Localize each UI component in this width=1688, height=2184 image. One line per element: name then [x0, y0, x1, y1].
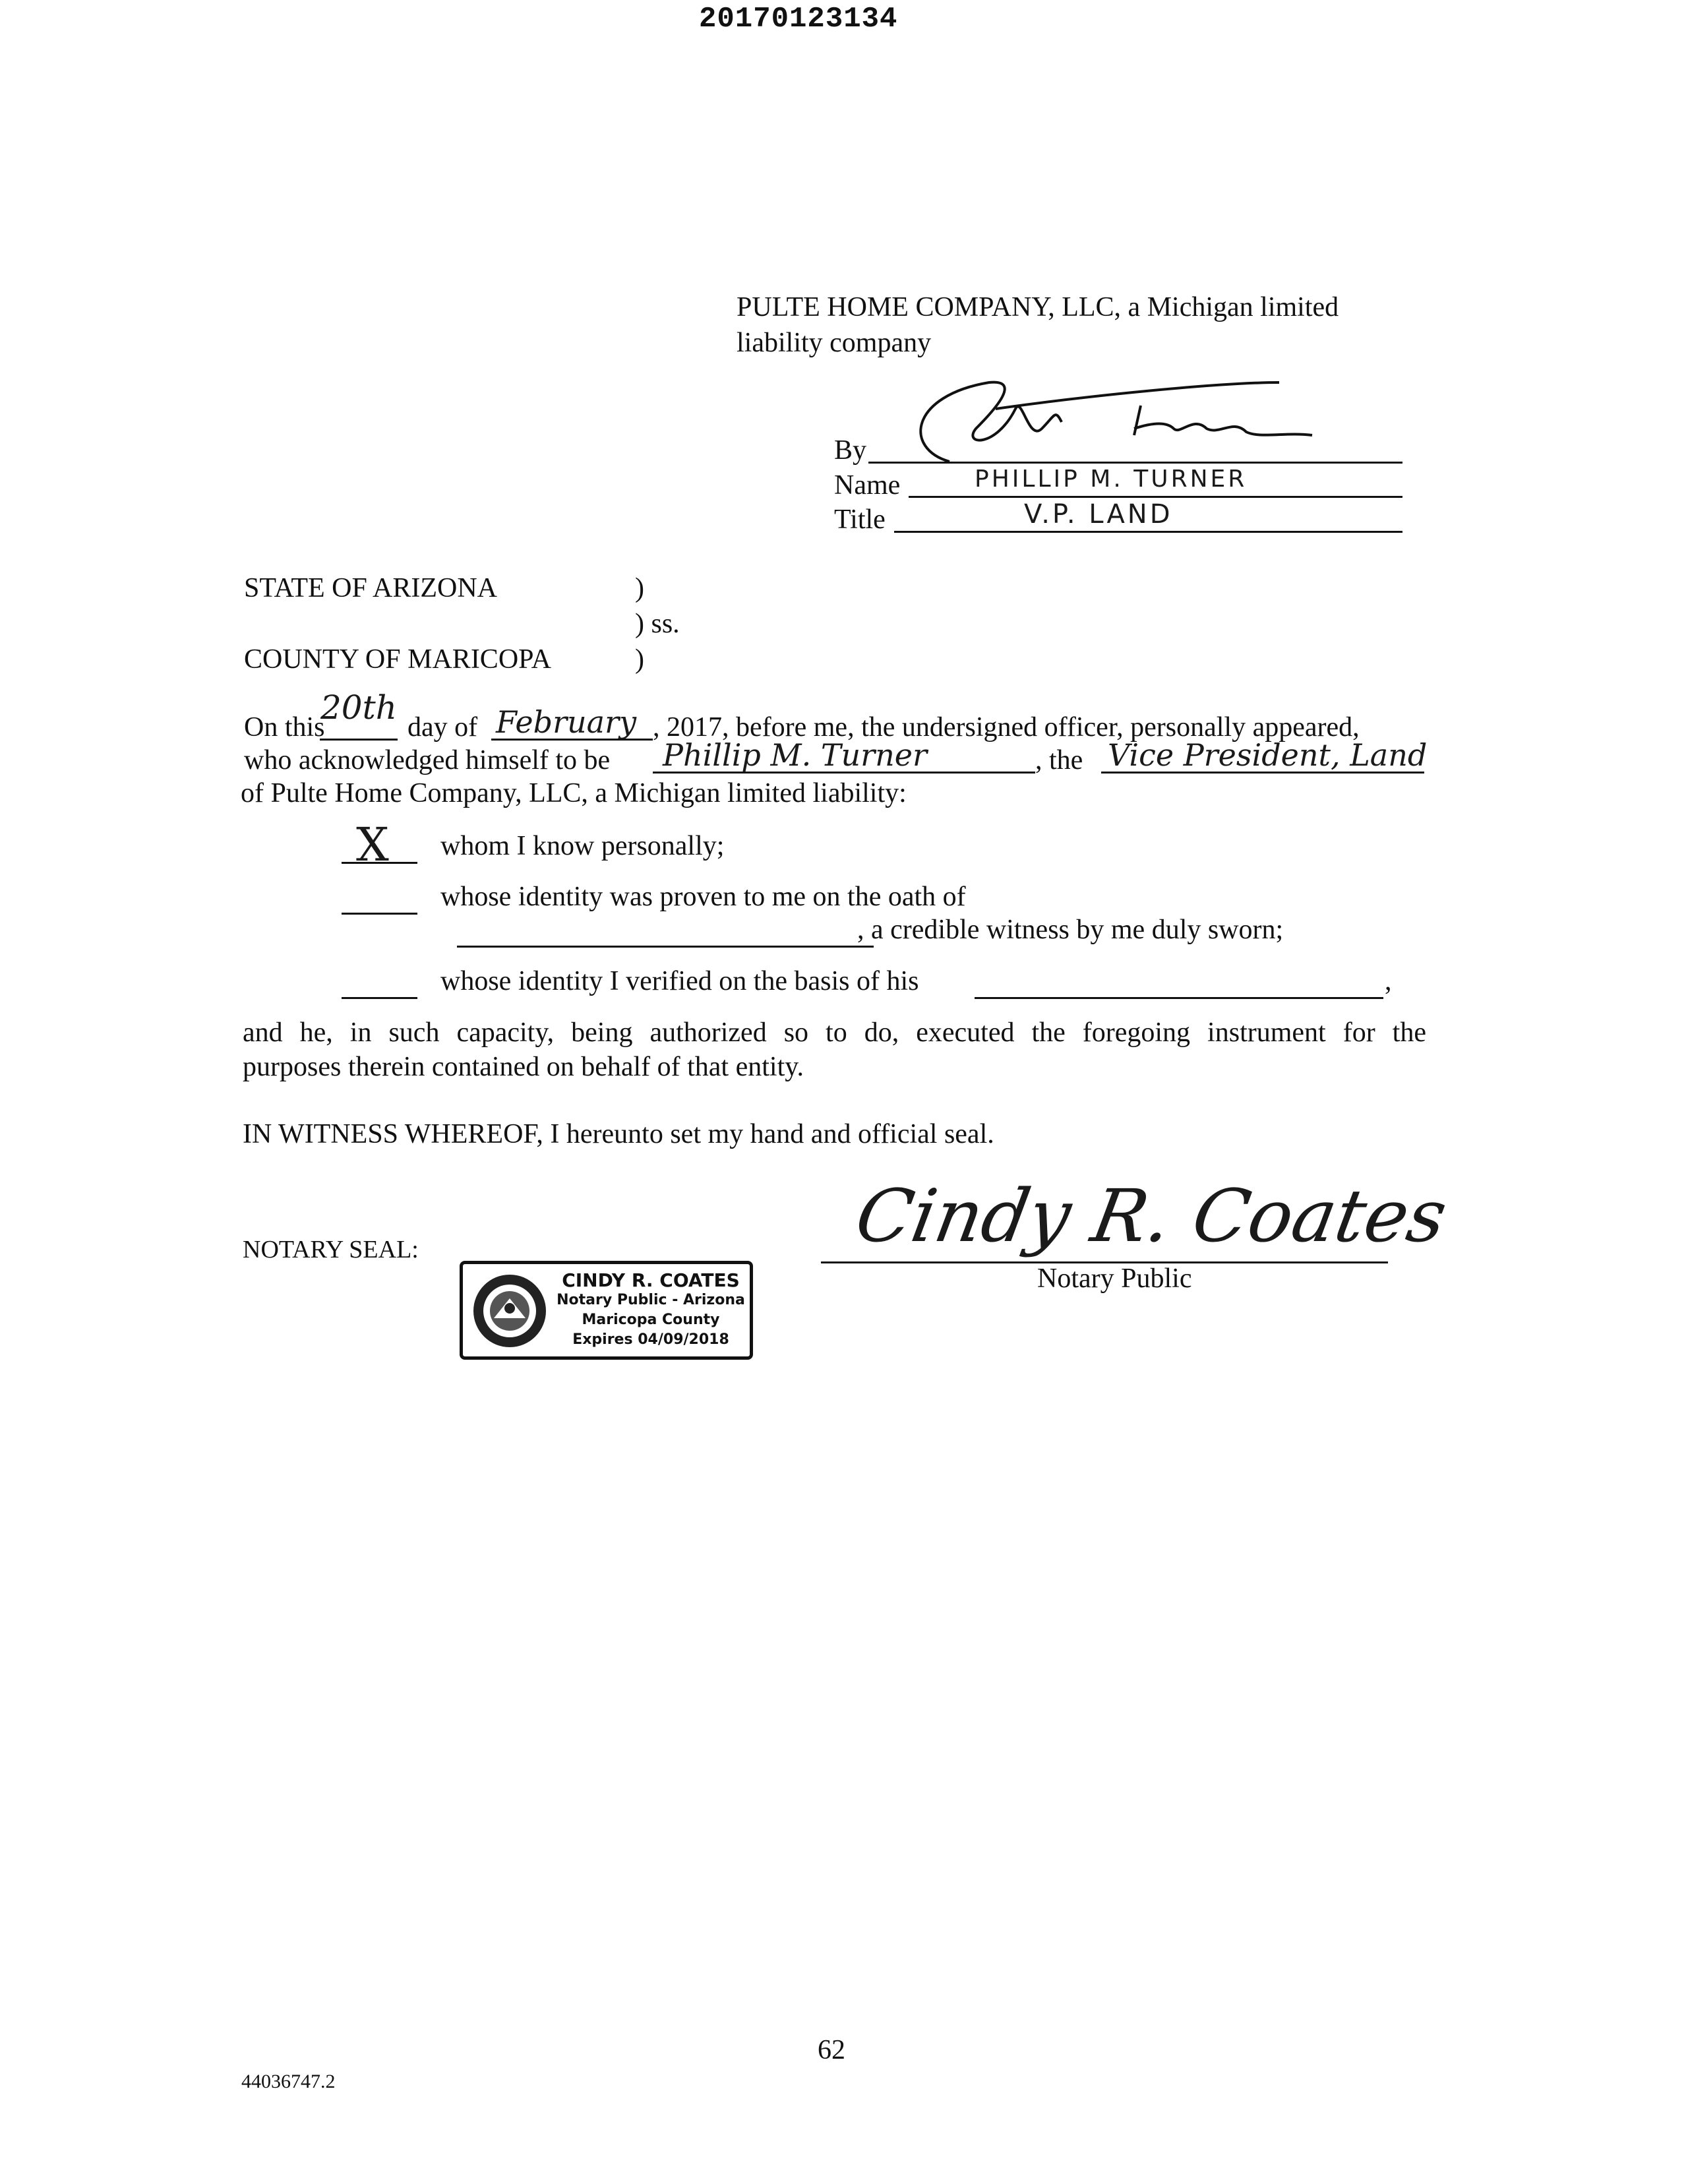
option2-blank	[342, 913, 417, 915]
on-this-label: On this	[244, 712, 325, 743]
venue-paren-1: )	[635, 573, 644, 603]
company-name-line2: liability company	[737, 328, 932, 358]
stamp-commission: Notary Public - Arizona	[557, 1292, 745, 1308]
title-line	[894, 531, 1402, 533]
notary-seal-label: NOTARY SEAL:	[243, 1236, 419, 1263]
stamp-county: Maricopa County	[582, 1312, 720, 1328]
notary-signature: Cindy R. Coates	[849, 1174, 1453, 1258]
stamp-notary-name: CINDY R. COATES	[562, 1269, 740, 1291]
witness-name-line	[457, 946, 874, 948]
arizona-seal-icon	[471, 1272, 549, 1350]
closing-paragraph-line1: and he, in such capacity, being authorized so to do, executed the foregoing instrument for the	[243, 1017, 1426, 1048]
option3-blank	[342, 997, 417, 999]
company-name-line1: PULTE HOME COMPANY, LLC, a Michigan limited	[737, 292, 1339, 322]
venue-ss: ) ss.	[635, 609, 680, 639]
stamp-expiration: Expires 04/09/2018	[572, 1331, 729, 1348]
entity-text: of Pulte Home Company, LLC, a Michigan limited liability:	[241, 778, 907, 808]
county-of-maricopa: COUNTY OF MARICOPA	[244, 644, 551, 675]
month-handwritten: February	[496, 704, 637, 740]
who-acknowledged-text: who acknowledged himself to be	[244, 745, 611, 775]
option2-text: whose identity was proven to me on the oath of	[440, 882, 966, 912]
in-witness-whereof: IN WITNESS WHEREOF, I hereunto set my hand and official seal.	[243, 1119, 994, 1149]
day-of-label: day of	[407, 712, 478, 743]
basis-line	[975, 997, 1383, 999]
document-number: 44036747.2	[241, 2071, 336, 2092]
option3-end: ,	[1385, 966, 1392, 996]
the-text: , the	[1035, 745, 1083, 775]
name-line	[909, 496, 1402, 498]
option2-continuation: , a credible witness by me duly sworn;	[857, 915, 1284, 945]
closing-paragraph-line2: purposes therein contained on behalf of that entity.	[243, 1052, 804, 1082]
page-number: 62	[818, 2035, 845, 2065]
year-text: , 2017, before me, the undersigned officer, personally appeared,	[653, 712, 1360, 743]
venue-paren-2: )	[635, 644, 644, 675]
notary-stamp	[460, 1261, 753, 1360]
role-handwritten: Vice President, Land	[1108, 737, 1428, 773]
name-handwritten: PHILLIP M. TURNER	[975, 466, 1248, 493]
option3-text: whose identity I verified on the basis of his	[440, 966, 919, 996]
option1-check-mark: X	[356, 818, 389, 872]
day-handwritten: 20th	[320, 688, 397, 727]
person-handwritten: Phillip M. Turner	[663, 737, 927, 773]
day-line	[320, 739, 398, 741]
title-label: Title	[834, 504, 886, 535]
name-label: Name	[834, 470, 901, 501]
title-handwritten: V.P. LAND	[1024, 499, 1173, 530]
signatory-signature	[890, 369, 1365, 468]
option1-text: whom I know personally;	[440, 831, 725, 861]
by-label: By	[834, 435, 867, 466]
recording-number: 20170123134	[699, 3, 898, 36]
notary-public-label: Notary Public	[1037, 1263, 1192, 1294]
state-of-arizona: STATE OF ARIZONA	[244, 573, 497, 603]
